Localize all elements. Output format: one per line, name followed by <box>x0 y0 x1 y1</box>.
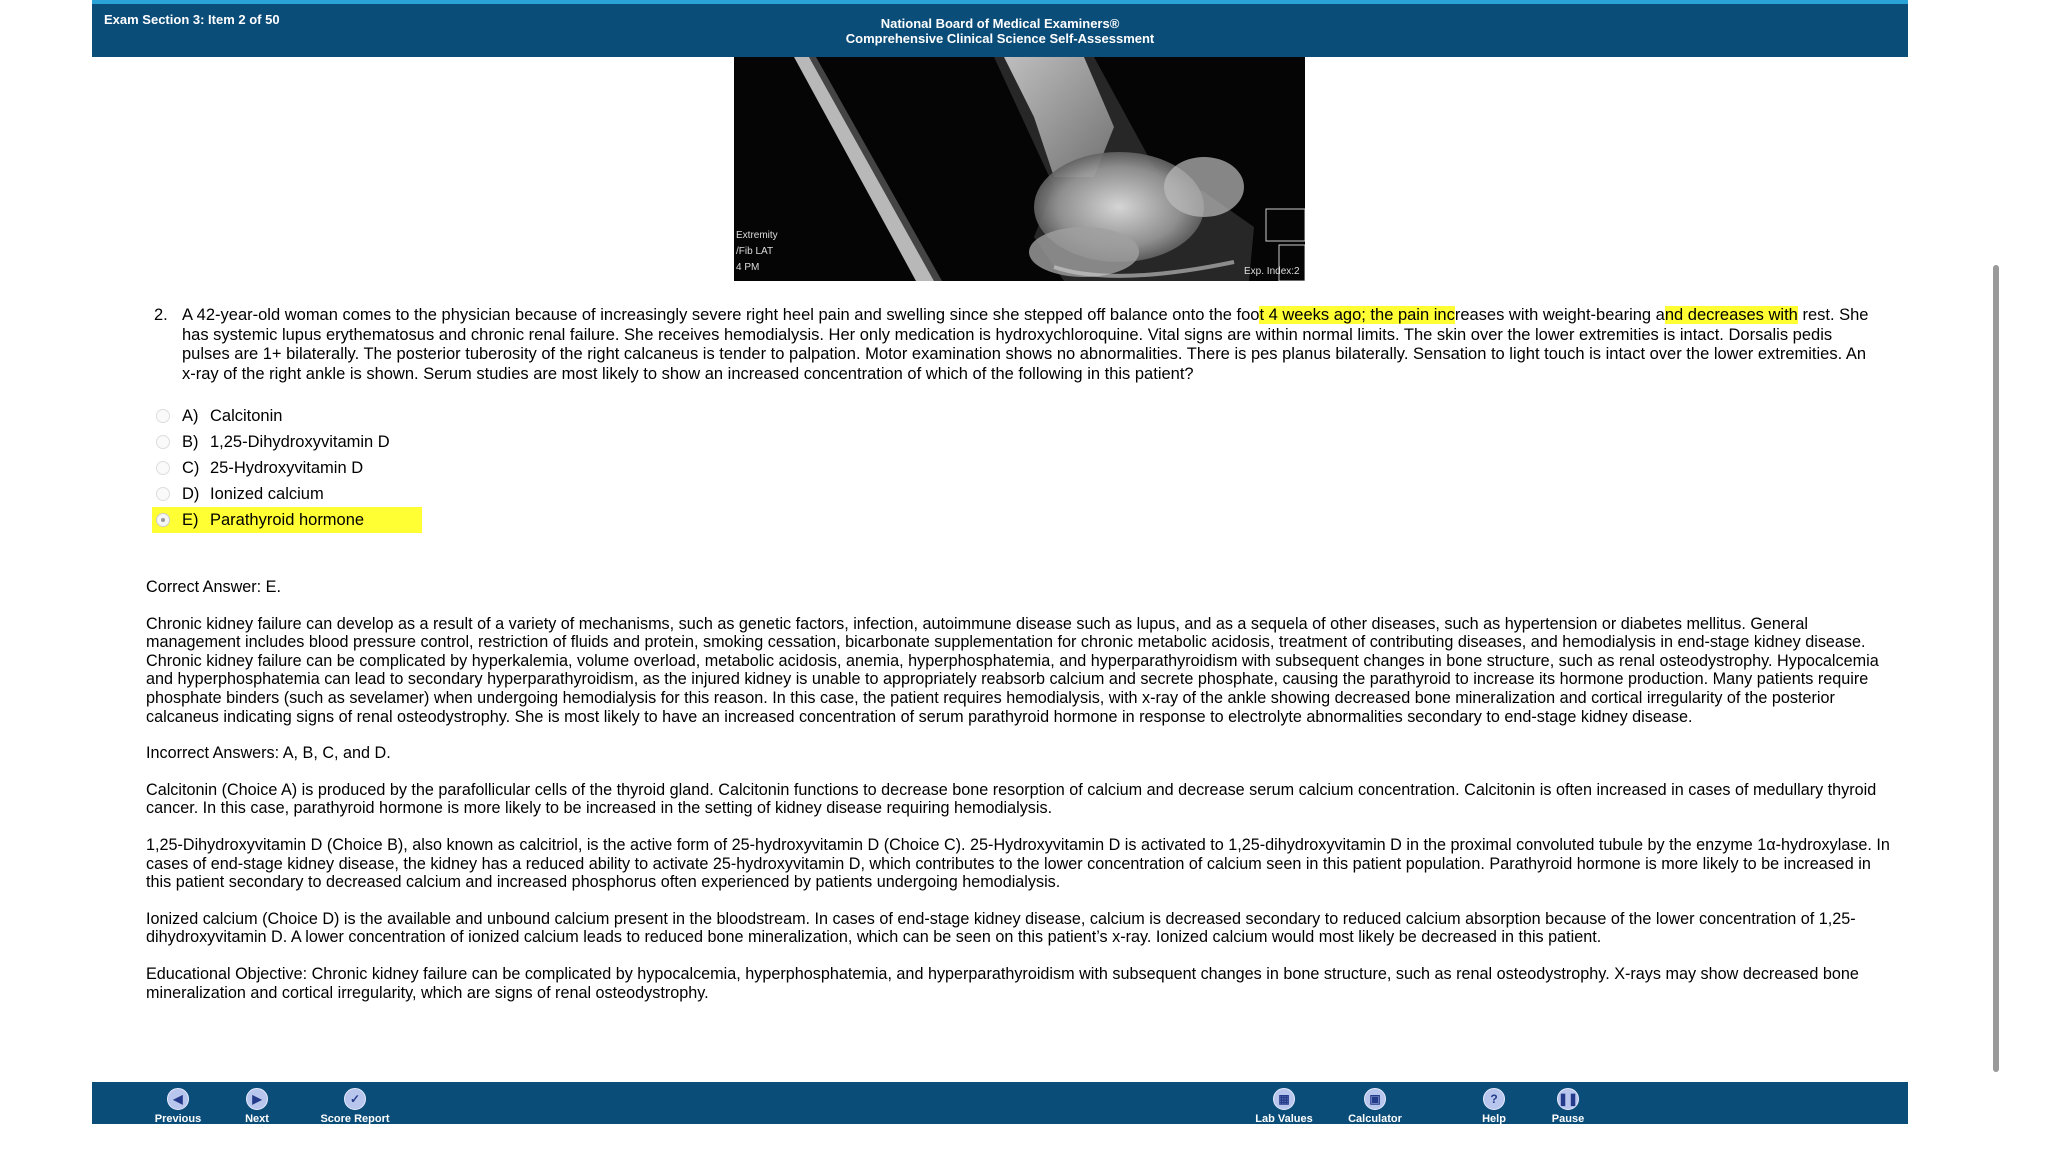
stem-text-2: reases with weight-bearing a <box>1454 306 1665 324</box>
radio-button[interactable] <box>156 487 170 501</box>
option-e-selected[interactable] <box>152 507 422 533</box>
header-bar <box>92 4 1908 57</box>
previous-arrow-icon: ◀ <box>167 1088 189 1110</box>
stem-text-3: rest. She has systemic lupus erythematosus and chronic renal failure. She receives hemodialysis. Her only medication is hydroxychloroquine. Vital signs are within normal limits. The skin over the lower extremities is intact. Dorsalis pedis pulses are 1+ bilaterally. The posterior tuberosity of the right calcaneus is tender to palpation. Motor examination shows no abnormalities. There is pes planus bilaterally. Sensation to light touch is intact over the lower extremities. An x-ray of the right ankle is shown. Serum studies are most likely to show an increased concentration of which of the following in this patient? <box>182 306 1869 383</box>
question-text <box>182 306 1884 384</box>
explanation-choice-d: Ionized calcium (Choice D) is the available and unbound calcium present in the bloodstream. In cases of end-stage kidney disease, calcium is decreased secondary to reduced calcium absorption because of the lower concentration of 1,25-dihydroxyvitamin D. A lower concentration of ionized calcium leads to reduced bone mineralization, which can be seen on this patient’s x-ray. Ionized calcium would most likely be decreased in this patient. <box>146 909 1856 947</box>
radio-button[interactable] <box>156 435 170 449</box>
calculator-label: Calculator <box>1348 1113 1402 1124</box>
stem-highlight-1: t 4 weeks ago; the pain inc <box>1259 306 1455 324</box>
pause-button[interactable] <box>1528 1088 1608 1124</box>
explanation-choice-a: Calcitonin (Choice A) is produced by the parafollicular cells of the thyroid gland. Calcitonin functions to decrease bone resorption of calcium and decrease serum calcium concentration. Calcitonin is often increased in cases of medullary thyroid cancer. In this case, parathyroid hormone is more likely to be increased in the setting of kidney disease requiring hemodialysis. <box>146 780 1877 818</box>
educational-objective: Educational Objective: Chronic kidney failure can be complicated by hypocalcemia, hyperphosphatemia, and hyperparathyroidism with subsequent changes in bone structure, such as renal osteodystrophy. X-rays may show decreased bone mineralization and cortical irregularity, which are signs of renal osteodystrophy. <box>146 964 1859 1002</box>
next-button[interactable] <box>217 1088 297 1124</box>
stem-highlight-2: nd decreases with <box>1664 306 1798 324</box>
incorrect-answers: Incorrect Answers: A, B, C, and D. <box>146 744 391 763</box>
option-text: Parathyroid hormone <box>210 511 365 529</box>
option-text: Calcitonin <box>210 407 283 425</box>
option-c[interactable] <box>152 455 422 481</box>
stem-text-1: A 42-year-old woman comes to the physician because of increasingly severe right heel pain and swelling since she stepped off balance onto the foo <box>182 306 1260 324</box>
answer-explanation <box>146 578 1896 1020</box>
question-stem <box>154 306 1884 384</box>
pause-label: Pause <box>1551 1113 1585 1124</box>
option-d[interactable] <box>152 481 422 507</box>
next-arrow-icon: ▶ <box>246 1088 268 1110</box>
radio-button[interactable] <box>156 409 170 423</box>
item-counter: Exam Section 3: Item 2 of 50 <box>104 12 280 27</box>
option-letter: A) <box>182 407 199 425</box>
next-label: Next <box>245 1113 269 1124</box>
score-report-button[interactable] <box>315 1088 395 1124</box>
calculator-icon: ▣ <box>1364 1088 1386 1110</box>
score-report-label: Score Report <box>320 1113 390 1124</box>
scrollbar-thumb[interactable] <box>1993 265 1999 1072</box>
option-b[interactable] <box>152 429 422 455</box>
exam-title: Comprehensive Clinical Science Self-Assessment <box>845 31 1155 46</box>
exam-window <box>92 0 1908 1124</box>
previous-button[interactable] <box>138 1088 218 1124</box>
option-letter: C) <box>182 459 200 477</box>
xray-label-3: 4 PM <box>736 262 760 273</box>
lab-values-icon: ▦ <box>1273 1088 1295 1110</box>
org-name: National Board of Medical Examiners® <box>880 16 1120 31</box>
ankle-xray-image <box>734 57 1305 281</box>
option-a[interactable] <box>152 403 422 429</box>
pause-icon: ❚❚ <box>1557 1088 1579 1110</box>
previous-label: Previous <box>154 1113 202 1124</box>
lab-values-button[interactable] <box>1244 1088 1324 1124</box>
option-text: 1,25-Dihydroxyvitamin D <box>210 433 390 451</box>
footer-toolbar <box>92 1082 1908 1124</box>
xray-label-2: /Fib LAT <box>736 246 774 257</box>
option-text: Ionized calcium <box>210 485 324 503</box>
explanation-paragraph: Chronic kidney failure can develop as a result of a variety of mechanisms, such as genetic factors, infection, autoimmune disease such as lupus, and as a sequela of other diseases, such as hypertension or diabetes mellitus. General management includes blood pressure control, restriction of fluids and protein, smoking cessation, bicarbonate supplementation for chronic metabolic acidosis, treatment of contributing diseases, and hemodialysis in end-stage kidney disease. Chronic kidney failure can be complicated by hyperkalemia, volume overload, metabolic acidosis, anemia, hyperphosphatemia, and hyperparathyroidism with subsequent changes in bone structure, such as renal osteodystrophy. Hypocalcemia and hyperphosphatemia can lead to secondary hyperparathyroidism, as the injured kidney is unable to appropriately reabsorb calcium and secrete phosphate, causing the parathyroid to increase its hormone production. Many patients require phosphate binders (such as sevelamer) when undergoing hemodialysis for this reason. In this case, the patient requires hemodialysis, with x-ray of the ankle showing decreased bone mineralization and cortical irregularity of the posterior calcaneus indicating signs of renal osteodystrophy. She is most likely to have an increased concentration of serum parathyroid hormone in response to electrolyte abnormalities secondary to end-stage kidney disease. <box>146 614 1879 726</box>
option-text: 25-Hydroxyvitamin D <box>210 459 364 477</box>
radio-button[interactable] <box>156 461 170 475</box>
help-icon: ? <box>1483 1088 1505 1110</box>
correct-answer: Correct Answer: E. <box>146 578 281 596</box>
help-label: Help <box>1482 1113 1506 1124</box>
calculator-button[interactable] <box>1335 1088 1415 1124</box>
checkmark-icon: ✓ <box>344 1088 366 1110</box>
option-letter: B) <box>182 433 199 451</box>
option-letter: D) <box>182 485 200 503</box>
exam-title-block <box>92 16 1908 46</box>
xray-exp-index: Exp. Index:2 <box>1244 266 1300 277</box>
option-letter: E) <box>182 511 199 529</box>
xray-graphic <box>734 57 1305 281</box>
radio-button-selected[interactable] <box>156 513 170 527</box>
explanation-choice-b: 1,25-Dihydroxyvitamin D (Choice B), also known as calcitriol, is the active form of 25-hydroxyvitamin D (Choice C). 25-Hydroxyvitamin D is activated to 1,25-dihydroxyvitamin D in the proximal convoluted tubule by the enzyme 1α-hydroxylase. In cases of end-stage kidney disease, the kidney has a reduced ability to activate 25-hydroxyvitamin D, which contributes to the lower concentration of calcium seen in this patient population. Parathyroid hormone is more likely to be increased in this patient secondary to decreased calcium and increased phosphorus often experienced by patients undergoing hemodialysis. <box>146 835 1890 892</box>
lab-values-label: Lab Values <box>1255 1113 1313 1124</box>
question-number: 2. <box>154 306 168 324</box>
xray-label-1: Extremity <box>736 230 778 241</box>
answer-options <box>152 403 422 533</box>
help-button[interactable] <box>1454 1088 1534 1124</box>
